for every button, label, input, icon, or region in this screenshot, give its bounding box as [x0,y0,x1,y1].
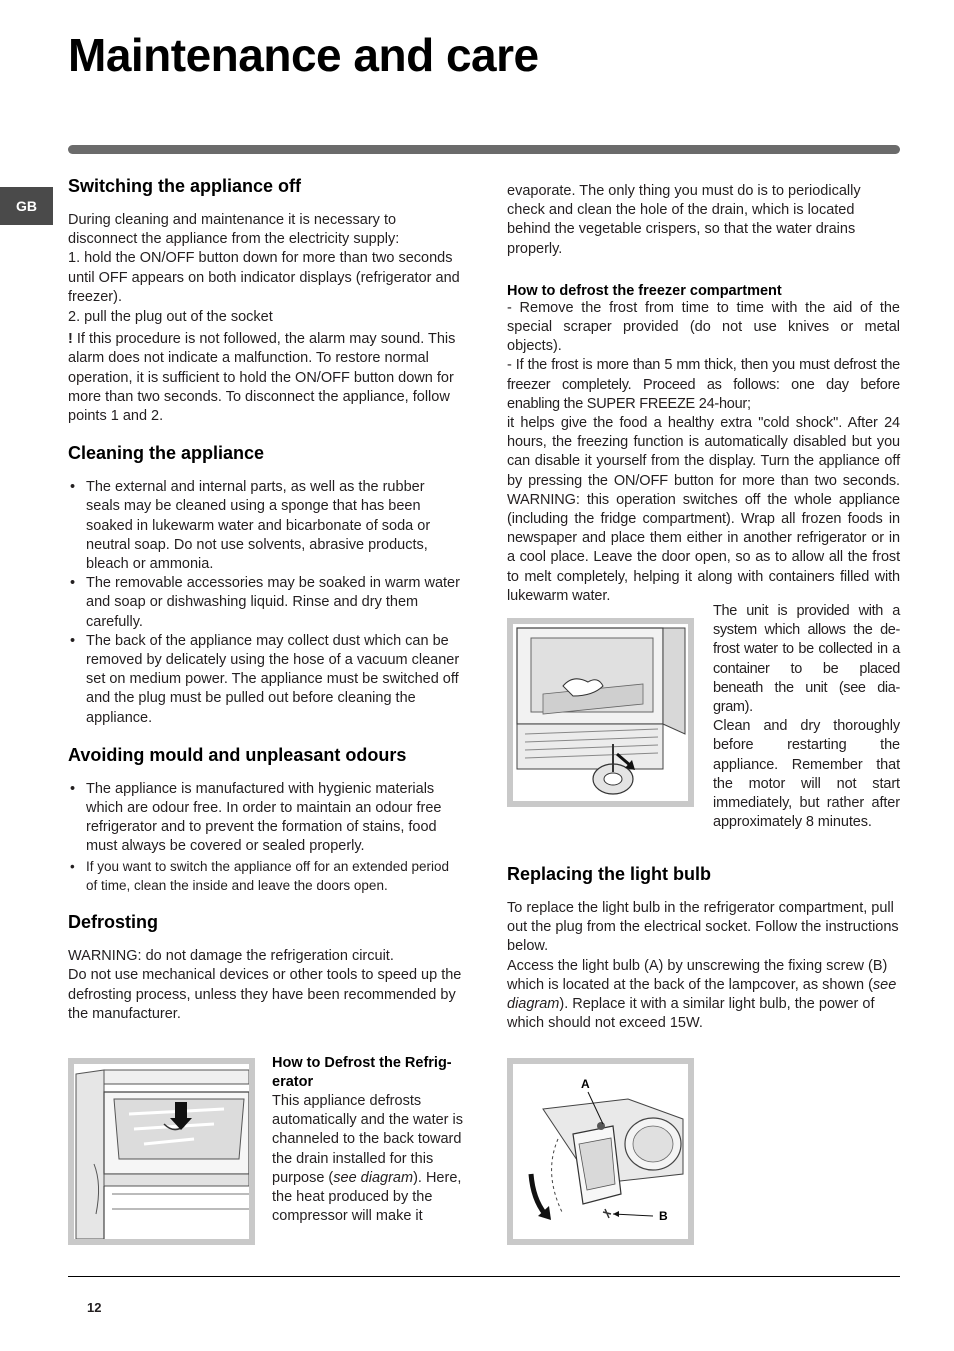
list-item: • The external and internal parts, as well as the rubber seals may be cleaned using a sponge that has been soaked in lukewarm water and bicarbonate of soda or neutral soap. Do not use solvents, abrasive products, bleach or ammonia. [68,478,462,574]
light-bulb-p2 [507,957,900,1034]
mould-heading: Avoiding mould and unpleasant odours [68,744,407,765]
light-bulb-p1: To replace the light bulb in the refrigerator compartment, pull out the plug from the electrical socket. Follow the instructions below. [507,900,899,955]
switching-off-intro: During cleaning and maintenance it is necessary to disconnect the appliance from the electricity supply: [68,212,400,248]
defrost-fridge-text-end: ). Here, the heat produced by the compressor will make it [272,1169,462,1225]
label-a: A [581,1077,590,1091]
light-bulb-p2-end: ). Replace it with a similar light bulb, the power of which should not exceed 15W. [507,996,875,1032]
freezer-drain-text [713,602,900,832]
lampcover-illustration [513,1064,688,1239]
cleaning-list [68,478,462,728]
defrost-fridge-block [272,1054,464,1226]
list-item: • The removable accessories may be soaked in warm water and soap or dishwashing liquid. Rinse and dry them carefully. [68,574,462,632]
footer-divider [68,1276,900,1277]
defrost-freezer-heading: How to defrost the freezer compartment [507,282,782,299]
list-item: • If you want to switch the appliance off for an extended period of time, clean the inside and leave the doors open. [68,857,462,895]
defrost-freezer-p1: - Remove the frost from time to time with the aid of the special scraper provided (do not use knives or metal objects). [507,299,900,355]
switching-off-step-1: 1. hold the ON/OFF button down for more than two seconds until OFF appears on both indicator displays (refrigerator and freezer). [68,250,460,305]
list-item: • The back of the appliance may collect dust which can be removed by delicately using the hose of a vacuum cleaner set on medium power. The appliance must be switched off and the plug must be pulled out before cleaning the appliance. [68,632,462,728]
defrost-fridge-text-start: This appliance defrosts automatically and the water is channeled to the back toward the drain installed for this purpose ( [272,1093,464,1186]
title-divider [68,145,900,154]
defrost-fridge-heading: How to Defrost the Refrig-erator [272,1055,452,1090]
mould-list [68,780,462,895]
light-bulb-p2-start: Access the light bulb (A) by unscrewing the fixing screw (B) which is located at the back of the lampcover, as shown ( [507,957,888,993]
warning-text: If this procedure is not followed, the alarm may sound. This alarm does not indicate a malfunction. To restore normal operation, it is sufficient to hold the ON/OFF button down for more than two seconds. To disconnect the appliance, follow points 1 and 2. [68,331,456,425]
defrosting-warning: WARNING: do not damage the refrigeration circuit. [68,948,394,965]
freezer-drain-illustration [513,624,688,801]
label-b: B [659,1209,668,1223]
defrost-freezer-p2: - If the frost is more than 5 mm thick, then you must defrost the freezer completely. Proceed as follows: one day before enabling the SUPER FREEZE 24-hour; [507,357,900,412]
language-tab: GB [0,187,53,225]
switching-off-step-2: 2. pull the plug out of the socket [68,309,273,326]
defrosting-heading: Defrosting [68,912,158,933]
warning-mark: ! [68,331,73,348]
page-number: 12 [87,1300,102,1315]
drain-continuation: evaporate. The only thing you must do is to periodically check and clean the hole of the drain, which is located behind the vegetable crispers, so that the water drains properly. [507,183,861,257]
switching-off-warning [68,330,462,426]
right-column [507,182,900,606]
light-bulb-section [507,864,900,1033]
left-column [68,176,462,1024]
defrost-fridge-text [272,1092,464,1226]
fridge-defrost-diagram [68,1058,255,1245]
fridge-drain-illustration [74,1064,249,1239]
defrost-freezer-p4: The unit is provided with a system which allows the de-frost water to be collected in a container to be placed beneath the unit (see dia-gram). [713,603,900,716]
light-bulb-heading: Replacing the light bulb [507,864,711,884]
light-bulb-diagram [507,1058,694,1245]
freezer-drain-diagram [507,618,694,807]
defrost-freezer-p3: it helps give the food a healthy extra "cold shock". After 24 hours, the freezing function is automatically disabled but you can disable it yourself from the display. Turn the appliance off by pressing the ON/OFF button for more than two seconds. WARNING: this operation switches off the whole appliance (including the fridge compartment). Wrap all frozen foods in newspaper and place them either in another refrigerator or in a cool place. Leave the door open, so as to allow all the frost to melt completely, helping it along with containers filled with lukewarm water. [507,415,900,604]
see-diagram-ref: see diagram [333,1169,414,1186]
cleaning-heading: Cleaning the appliance [68,443,265,464]
see-diagram-ref: see diagram [507,976,897,1013]
defrosting-text: Do not use mechanical devices or other tools to speed up the defrosting process, unless they have been recommended by the manufacturer. [68,967,462,1022]
list-item: • The appliance is manufactured with hygienic materials which are odour free. In order to maintain an odour free refrigerator and to prevent the formation of stains, food must always be covered or sealed properly. [68,780,462,857]
defrost-freezer-p5: Clean and dry thoroughly before restarting the appliance. Remember that the motor will not start immediately, but rather after approximately 8 minutes. [713,718,900,831]
page-title: Maintenance and care [68,29,539,81]
switching-off-heading: Switching the appliance off [68,176,302,196]
